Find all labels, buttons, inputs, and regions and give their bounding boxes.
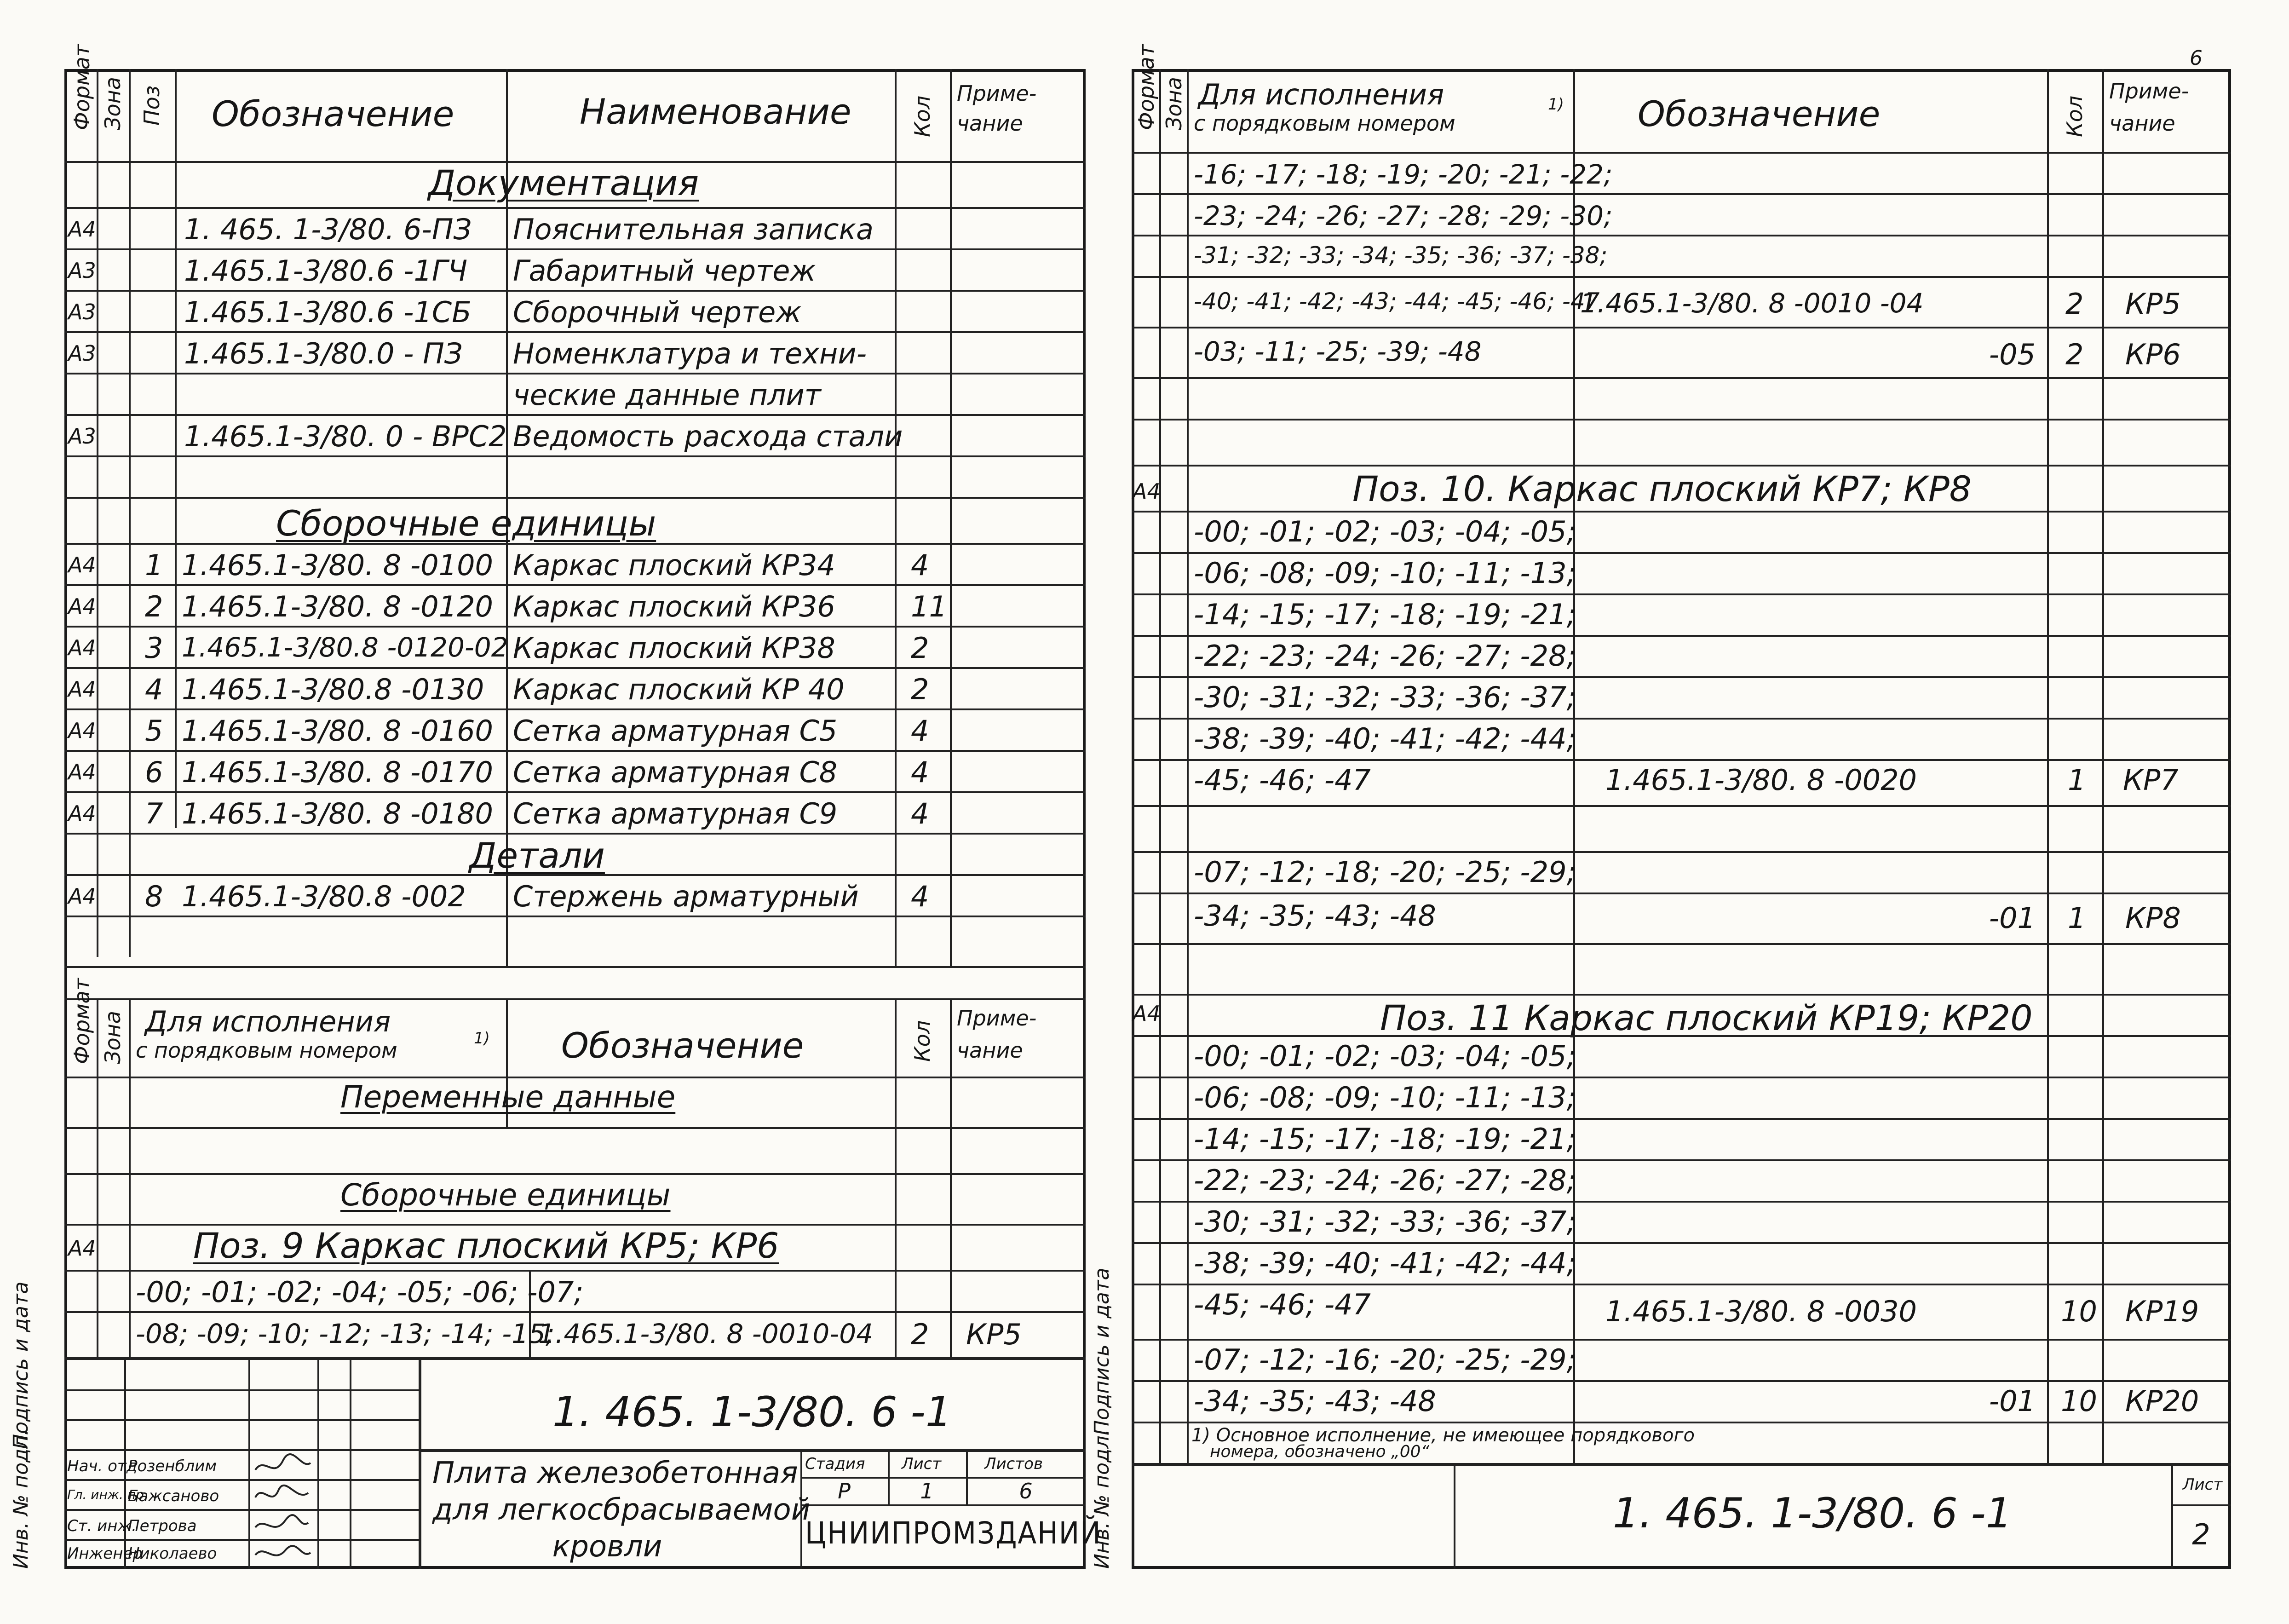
doc-name: Сборочный чертеж xyxy=(513,295,802,329)
pos9-designation: 1.465.1-3/80. 8 -0010-04 xyxy=(538,1318,874,1349)
footnote-line-1: 1) Основное исполнение, не имеющее порядкового xyxy=(1191,1425,1695,1446)
doc-designation: 1.465.1-3/80.6 -1ГЧ xyxy=(184,254,467,288)
pos10-designation: 1.465.1-3/80. 8 -0020 xyxy=(1605,763,1917,797)
asm-format: А4 xyxy=(68,553,96,577)
pos10-designation: -01 xyxy=(1989,901,2036,935)
tb-role: Ст. инж. xyxy=(67,1517,137,1535)
asm-designation: 1.465.1-3/80. 8 -0120 xyxy=(182,590,493,623)
pos11-note: КР19 xyxy=(2125,1295,2199,1328)
tb-person: Николаево xyxy=(128,1544,217,1563)
asm-name: Сетка арматурная С5 xyxy=(513,714,838,748)
asm-name: Каркас плоский КР 40 xyxy=(513,673,845,706)
pos10-note: КР7 xyxy=(2123,763,2179,797)
pos9-exec: -08; -09; -10; -12; -13; -14; -15; xyxy=(136,1318,555,1349)
r-qty: 2 xyxy=(2065,287,2084,321)
hdr2-footnote-mark: 1) xyxy=(474,1029,490,1048)
asm-qty: 4 xyxy=(911,755,929,789)
asm-name: Каркас плоский КР36 xyxy=(513,590,835,623)
hdr-note-1: Приме- xyxy=(957,81,1037,106)
hdr2-note-2: чание xyxy=(957,1038,1023,1063)
asm-format: А4 xyxy=(68,594,96,619)
pos11-exec: -38; -39; -40; -41; -42; -44; xyxy=(1194,1246,1576,1280)
pos10-exec: -30; -31; -32; -33; -36; -37; xyxy=(1194,680,1576,714)
pos11-exec: -45; -46; -47 xyxy=(1194,1288,1371,1321)
hdr-note-2: чание xyxy=(957,111,1023,136)
footnote-line-2: номера, обозначено „00“ xyxy=(1210,1442,1430,1461)
r-hdr-footnote-mark: 1) xyxy=(1548,95,1564,114)
asm-designation: 1.465.1-3/80. 8 -0170 xyxy=(182,755,493,789)
r-designation: -05 xyxy=(1989,338,2036,371)
pos11-note: КР20 xyxy=(2125,1384,2199,1418)
asm-format: А4 xyxy=(68,801,96,826)
asm-format: А4 xyxy=(68,718,96,743)
right-sheet xyxy=(1090,44,2231,1569)
asm-name: Каркас плоский КР38 xyxy=(513,631,835,665)
tb-title-1: Плита железобетонная xyxy=(432,1456,798,1490)
pos10-exec: -38; -39; -40; -41; -42; -44; xyxy=(1194,722,1576,755)
hdr2-note-1: Приме- xyxy=(957,1006,1037,1031)
det-pos: 8 xyxy=(145,880,163,913)
doc-designation: 1.465.1-3/80. 0 - ВРС2 xyxy=(184,420,507,453)
pos10-exec: -06; -08; -09; -10; -11; -13; xyxy=(1194,556,1576,590)
asm-pos: 2 xyxy=(145,590,163,623)
tb-role: Инженер xyxy=(67,1544,143,1563)
page-number: 6 xyxy=(2190,46,2203,70)
pos9-title: Поз. 9 Каркас плоский КР5; КР6 xyxy=(193,1225,779,1266)
left-sheet xyxy=(9,44,1102,1569)
pos11-format: А4 xyxy=(1133,1001,1161,1026)
pos9-note: КР5 xyxy=(966,1318,1022,1351)
r-exec: -40; -41; -42; -43; -44; -45; -46; -47 xyxy=(1194,288,1600,315)
r-note: КР6 xyxy=(2125,338,2181,371)
pos11-exec: -00; -01; -02; -03; -04; -05; xyxy=(1194,1039,1576,1073)
asm-pos: 7 xyxy=(145,797,163,830)
pos10-exec: -34; -35; -43; -48 xyxy=(1194,899,1436,933)
asm-pos: 5 xyxy=(145,714,163,748)
pos10-exec: -07; -12; -18; -20; -25; -29; xyxy=(1194,855,1576,889)
pos11-designation: 1.465.1-3/80. 8 -0030 xyxy=(1605,1295,1917,1328)
r-hdr-note-1: Приме- xyxy=(2109,79,2189,104)
r-qty: 2 xyxy=(2065,338,2084,371)
doc-designation: 1.465.1-3/80.0 - ПЗ xyxy=(184,337,463,370)
r-code: 1. 465. 1-3/80. 6 -1 xyxy=(1612,1489,2013,1538)
asm-designation: 1.465.1-3/80.8 -0120-02 xyxy=(182,632,508,663)
pos11-qty: 10 xyxy=(2061,1384,2097,1418)
r-hdr-exec-1: Для исполнения xyxy=(1198,78,1444,111)
r-exec: -16; -17; -18; -19; -20; -21; -22; xyxy=(1194,159,1613,190)
asm-format: А4 xyxy=(68,677,96,702)
section-variable: Переменные данные xyxy=(340,1079,676,1115)
tb-stage: Р xyxy=(838,1479,851,1503)
hdr2-designation: Обозначение xyxy=(561,1025,804,1066)
hdr-zone: Зона xyxy=(100,77,125,130)
tb-person: Розенблим xyxy=(128,1457,217,1475)
tb-sheets-label: Листов xyxy=(984,1455,1043,1473)
pos11-exec: -22; -23; -24; -26; -27; -28; xyxy=(1194,1163,1576,1197)
asm-qty: 2 xyxy=(911,673,929,706)
pos10-note: КР8 xyxy=(2125,901,2181,935)
pos11-exec: -34; -35; -43; -48 xyxy=(1194,1384,1436,1418)
hdr-name: Наименование xyxy=(580,91,851,132)
doc-format: А3 xyxy=(68,341,96,366)
pos11-designation: -01 xyxy=(1989,1384,2036,1418)
section-details: Детали xyxy=(469,835,605,876)
asm-designation: 1.465.1-3/80. 8 -0180 xyxy=(182,797,493,830)
doc-designation: 1.465.1-3/80.6 -1СБ xyxy=(184,295,472,329)
asm-qty: 11 xyxy=(911,590,947,623)
r-sheet-label: Лист xyxy=(2183,1475,2223,1494)
pos10-format: А4 xyxy=(1133,479,1161,504)
pos10-title: Поз. 10. Каркас плоский КР7; КР8 xyxy=(1352,468,1972,509)
hdr-pos: Поз xyxy=(139,85,164,126)
doc-format: А4 xyxy=(68,217,96,242)
hdr2-exec-2: с порядковым номером xyxy=(136,1038,397,1063)
tb-person: Петрова xyxy=(128,1517,197,1535)
pos11-exec: -06; -08; -09; -10; -11; -13; xyxy=(1194,1081,1576,1114)
pos11-title: Поз. 11 Каркас плоский КР19; КР20 xyxy=(1380,997,2033,1038)
pos10-qty: 1 xyxy=(2068,901,2086,935)
pos9-format: А4 xyxy=(68,1236,96,1261)
right-margin-sign-date: Подпись и дата xyxy=(1090,1267,1114,1435)
asm-pos: 4 xyxy=(145,673,163,706)
tb-title-2: для легкосбрасываемой xyxy=(432,1493,811,1527)
tb-role: Гл. инж. пр xyxy=(67,1487,144,1502)
r-note: КР5 xyxy=(2125,287,2181,321)
asm-pos: 1 xyxy=(145,548,163,582)
r-exec: -23; -24; -26; -27; -28; -29; -30; xyxy=(1194,200,1613,231)
left-margin-inv: Инв. № подл. xyxy=(9,1429,33,1569)
asm-pos: 3 xyxy=(145,631,163,665)
doc-name: Габаритный чертеж xyxy=(513,254,816,288)
section-docs: Документация xyxy=(428,162,699,203)
r-hdr-qty: Кол xyxy=(2062,95,2087,137)
hdr2-qty: Кол xyxy=(910,1020,935,1062)
asm-pos: 6 xyxy=(145,755,163,789)
det-format: А4 xyxy=(68,884,96,909)
doc-name: Номенклатура и техни- xyxy=(513,337,867,370)
right-margin-inv: Инв. № подл. xyxy=(1090,1429,1114,1569)
det-name: Стержень арматурный xyxy=(513,880,859,913)
det-qty: 4 xyxy=(911,880,929,913)
r-exec: -31; -32; -33; -34; -35; -36; -37; -38; xyxy=(1194,242,1608,269)
asm-format: А4 xyxy=(68,635,96,660)
asm-format: А4 xyxy=(68,760,96,784)
asm-name: Сетка арматурная С9 xyxy=(513,797,838,830)
asm-name: Сетка арматурная С8 xyxy=(513,755,838,789)
asm-name: Каркас плоский КР34 xyxy=(513,548,835,582)
r-exec: -03; -11; -25; -39; -48 xyxy=(1194,336,1482,367)
pos11-exec: -30; -31; -32; -33; -36; -37; xyxy=(1194,1205,1576,1238)
hdr2-format: Формат xyxy=(69,978,94,1064)
tb-person: Бажсаново xyxy=(128,1487,219,1505)
tb-stage-label: Стадия xyxy=(805,1455,865,1473)
asm-qty: 4 xyxy=(911,548,929,582)
pos10-qty: 1 xyxy=(2068,763,2086,797)
tb-title-3: кровли xyxy=(552,1530,662,1564)
r-hdr-designation: Обозначение xyxy=(1638,93,1881,134)
tb-org: ЦНИИПРОМЗДАНИЙ xyxy=(805,1515,1102,1551)
hdr-qty: Кол xyxy=(910,95,935,137)
hdr-designation: Обозначение xyxy=(212,93,454,134)
pos11-qty: 10 xyxy=(2061,1295,2097,1328)
asm-qty: 4 xyxy=(911,797,929,830)
r-hdr-note-2: чание xyxy=(2109,111,2175,136)
pos10-exec: -00; -01; -02; -03; -04; -05; xyxy=(1194,515,1576,548)
r-hdr-exec-2: с порядковым номером xyxy=(1194,111,1455,136)
asm-qty: 4 xyxy=(911,714,929,748)
pos10-exec: -14; -15; -17; -18; -19; -21; xyxy=(1194,598,1576,631)
r-hdr-format: Формат xyxy=(1134,44,1159,130)
asm-designation: 1.465.1-3/80. 8 -0100 xyxy=(182,548,493,582)
hdr-format: Формат xyxy=(69,44,94,130)
doc-format: А3 xyxy=(68,258,96,283)
pos10-exec: -45; -46; -47 xyxy=(1194,763,1371,797)
section-assembly2: Сборочные единицы xyxy=(340,1177,671,1213)
pos11-exec: -14; -15; -17; -18; -19; -21; xyxy=(1194,1122,1576,1156)
section-assembly: Сборочные единицы xyxy=(276,503,656,544)
doc-name: ческие данные плит xyxy=(513,378,821,412)
det-designation: 1.465.1-3/80.8 -002 xyxy=(182,880,466,913)
hdr2-zone: Зона xyxy=(100,1011,125,1064)
pos9-qty: 2 xyxy=(911,1318,929,1351)
doc-format: А3 xyxy=(68,424,96,449)
asm-qty: 2 xyxy=(911,631,929,665)
tb-role: Нач. отд xyxy=(67,1457,138,1475)
doc-designation: 1. 465. 1-3/80. 6-ПЗ xyxy=(184,213,472,246)
r-designation: 1.465.1-3/80. 8 -0010 -04 xyxy=(1580,288,1924,319)
pos9-exec: -00; -01; -02; -04; -05; -06; -07; xyxy=(136,1275,584,1309)
hdr2-exec-1: Для исполнения xyxy=(145,1005,391,1038)
tb-sheets: 6 xyxy=(1019,1479,1033,1503)
signature-marks xyxy=(251,1451,315,1566)
r-sheet-no: 2 xyxy=(2192,1518,2210,1551)
doc-name: Пояснительная записка xyxy=(513,213,874,246)
left-margin-sign-date: Подпись и дата xyxy=(9,1281,33,1449)
tb-sheet: 1 xyxy=(920,1479,934,1503)
tb-code: 1. 465. 1-3/80. 6 -1 xyxy=(552,1388,952,1436)
asm-designation: 1.465.1-3/80.8 -0130 xyxy=(182,673,484,706)
doc-name: Ведомость расхода стали xyxy=(513,420,903,453)
asm-designation: 1.465.1-3/80. 8 -0160 xyxy=(182,714,493,748)
tb-sheet-label: Лист xyxy=(902,1455,942,1473)
doc-format: А3 xyxy=(68,299,96,324)
pos10-exec: -22; -23; -24; -26; -27; -28; xyxy=(1194,639,1576,673)
r-hdr-zone: Зона xyxy=(1162,77,1186,130)
pos11-exec: -07; -12; -16; -20; -25; -29; xyxy=(1194,1343,1576,1376)
